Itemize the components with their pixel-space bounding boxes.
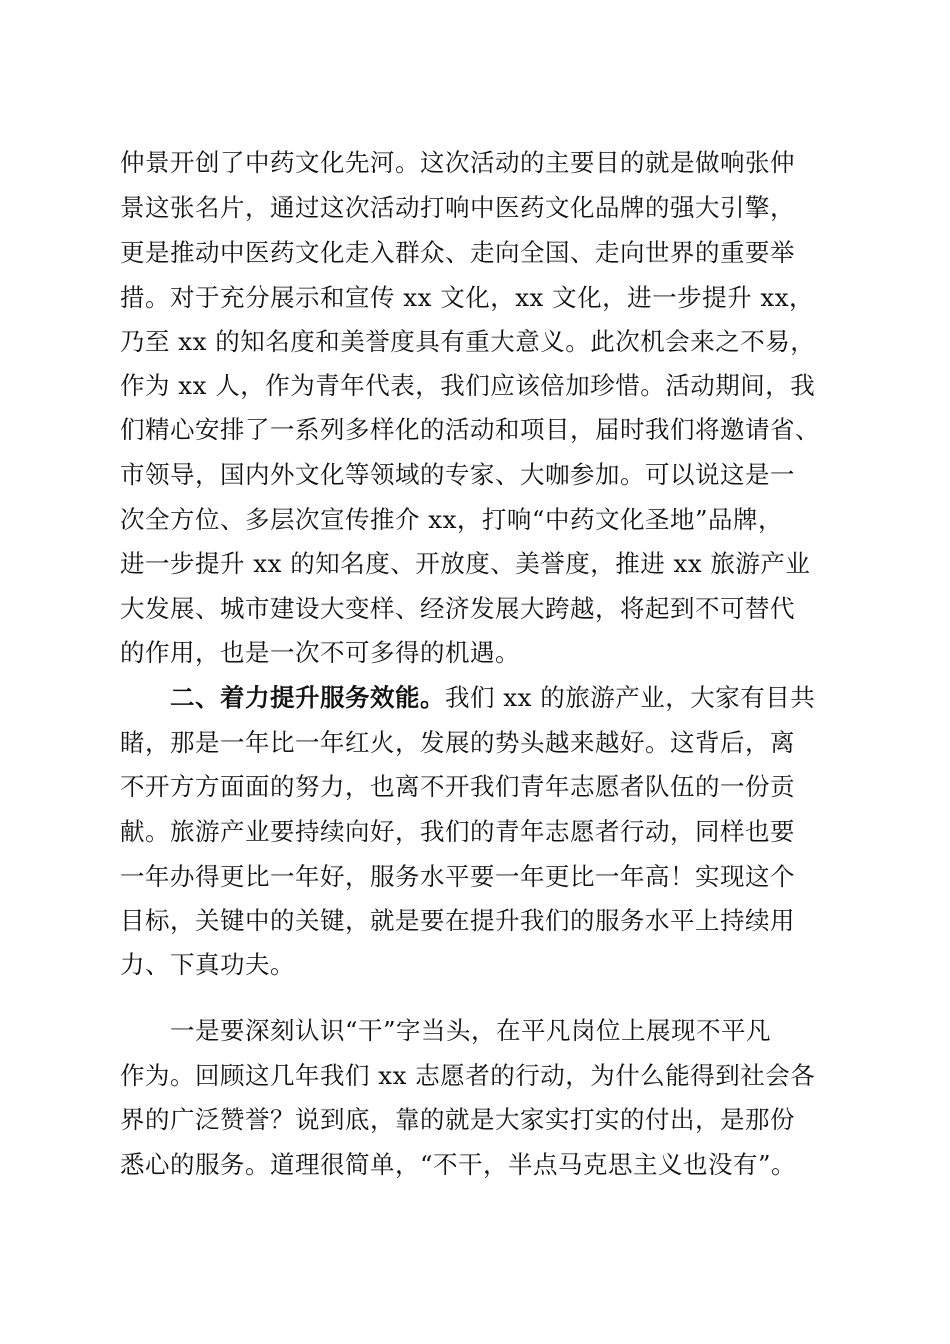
section-heading: 二、着力提升服务效能。 bbox=[170, 683, 445, 712]
section-heading-line bbox=[170, 683, 840, 713]
paragraph-line: 景这张名片，通过这次活动打响中医药文化品牌的强大引擎， bbox=[120, 193, 795, 222]
paragraph-line: 献。旅游产业要持续向好，我们的青年志愿者行动，同样也要 bbox=[120, 817, 795, 846]
paragraph-line: 们精心安排了一系列多样化的活动和项目，届时我们将邀请省、 bbox=[120, 415, 820, 444]
paragraph-line: 作为。回顾这几年我们 xx 志愿者的行动，为什么能得到社会各 bbox=[120, 1061, 816, 1090]
paragraph-line: 目标，关键中的关键，就是要在提升我们的服务水平上持续用 bbox=[120, 906, 795, 935]
paragraph-line: 一年办得更比一年好，服务水平要一年更比一年高！实现这个 bbox=[120, 862, 795, 891]
paragraph-line: 作为 xx 人，作为青年代表，我们应该倍加珍惜。活动期间，我 bbox=[120, 371, 816, 400]
section-heading-continuation: 我们 xx 的旅游产业，大家有目共 bbox=[445, 683, 816, 712]
paragraph-line: 力、下真功夫。 bbox=[120, 950, 295, 979]
paragraph-line: 乃至 xx 的知名度和美誉度具有重大意义。此次机会来之不易， bbox=[120, 327, 816, 356]
paragraph-line: 睹，那是一年比一年红火，发展的势头越来越好。这背后，离 bbox=[120, 728, 795, 757]
paragraph-line: 更是推动中医药文化走入群众、走向全国、走向世界的重要举 bbox=[120, 238, 795, 267]
paragraph-line: 措。对于充分展示和宣传 xx 文化，xx 文化，进一步提升 xx， bbox=[120, 283, 815, 312]
paragraph-line: 的作用，也是一次不可多得的机遇。 bbox=[120, 638, 520, 667]
paragraph-line: 市领导，国内外文化等领域的专家、大咖参加。可以说这是一 bbox=[120, 460, 795, 489]
paragraph-line: 一是要深刻认识“干”字当头，在平凡岗位上展现不平凡 bbox=[170, 1016, 772, 1045]
paragraph-line: 界的广泛赞誉？说到底，靠的就是大家实打实的付出，是那份 bbox=[120, 1105, 795, 1134]
paragraph-line: 次全方位、多层次宣传推介 xx，打响“中药文化圣地”品牌， bbox=[120, 505, 783, 534]
paragraph-line: 不开方方面面的努力，也离不开我们青年志愿者队伍的一份贡 bbox=[120, 772, 795, 801]
paragraph-line: 大发展、城市建设大变样、经济发展大跨越，将起到不可替代 bbox=[120, 594, 795, 623]
paragraph-line: 悉心的服务。道理很简单，“不干，半点马克思主义也没有”。 bbox=[120, 1150, 797, 1179]
paragraph-line: 进一步提升 xx 的知名度、开放度、美誉度，推进 xx 旅游产业 bbox=[120, 549, 811, 578]
paragraph-line: 仲景开创了中药文化先河。这次活动的主要目的就是做响张仲 bbox=[120, 148, 795, 177]
